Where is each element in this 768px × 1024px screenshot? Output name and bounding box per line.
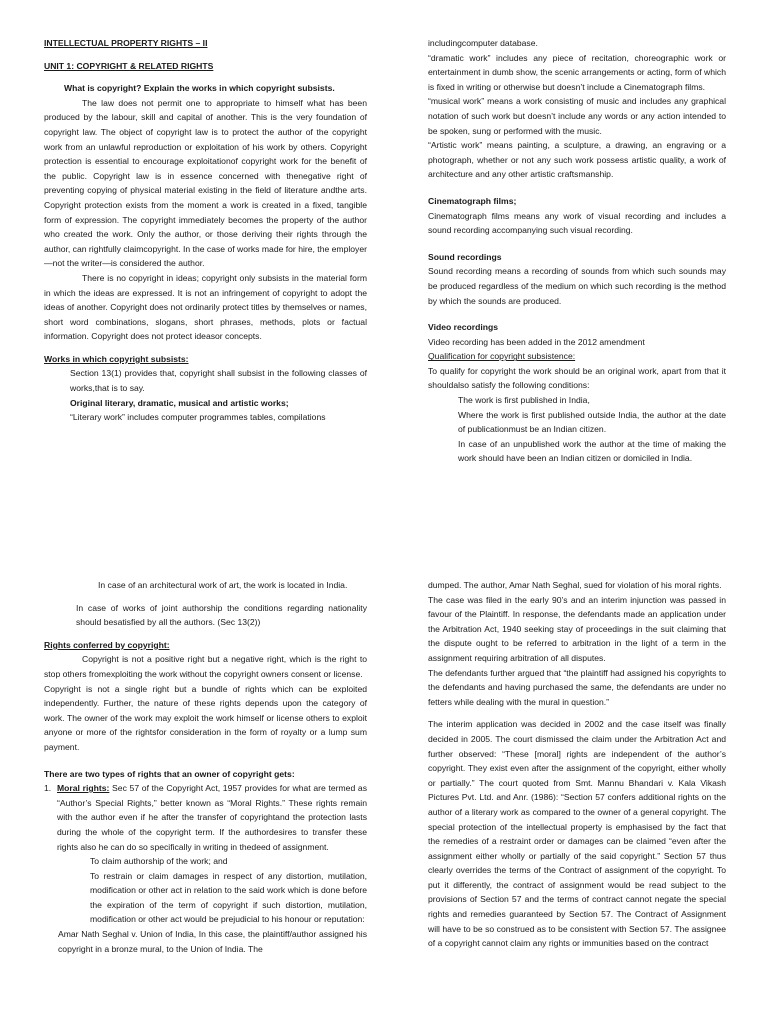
seghal-case-intro: Amar Nath Seghal v. Union of India, In this case, the plaintiff/author assigned his copyright in a bronze mural, to the Union of India. The — [58, 929, 367, 954]
qualification-text: To qualify for copyright the work should be an original work, apart from that it shouldalso satisfy the following conditions: — [428, 365, 726, 391]
architectural-work-condition: In case of an architectural work of art, the work is located in India. — [98, 580, 348, 590]
works-heading: Works in which copyright subsists: — [44, 353, 189, 364]
musical-work-definition: “musical work” means a work consisting of music and includes any graphical notation of such work but doesn’t include any words or any action intended to be spoken, sung or performed with the music. — [428, 96, 726, 136]
condition-first-published: The work is first published in India, — [458, 395, 590, 406]
intro-paragraph: The law does not permit one to appropriate to himself what has been produced by the labour, skill and capital of another. This is the very foundation of copyright law. The object of copyright law is to protect the author of the copyright work from an unlawful reproduction or exploitation of his work by others. Copyright protection is essential to encourage exploitationof copyright work for the benefit of the public. Copyright law is in essence concerned with thenegative right of preventing copying of physical material existing in the field of literature andthe arts. Copyright protection exists from the moment a work is created in a fixed, tangible form of expression. The copyright immediately becomes the property of the author who created the work. Only the author, or those deriving their rights through the author, can rightfully claimcopyright. In the case of works made for hire, the employer—not the writer—is considered the author. — [44, 97, 367, 269]
sound-recordings-heading: Sound recordings — [428, 251, 502, 262]
bundle-of-rights-paragraph: Copyright is not a single right but a bundle of rights which can be exploited independently. Further, the nature of these rights depends upon the category of work. The owner of the work may exploit the work himself or license others to exploit anyone or more of the rightsfor consideration in the form of royalty or a lump sum payment. — [44, 683, 367, 752]
moral-rights-number: 1. — [44, 783, 52, 794]
defendants-argument-paragraph: The defendants further argued that “the plaintiff had assigned his copyrights to the defendants and having purchased the same, the defendants are under no fetters while dealing with the mural in question.” — [428, 667, 726, 707]
dumped-text: dumped. The author, Amar Nath Seghal, sued for violation of his moral rights. — [428, 580, 722, 590]
qualification-heading: Qualification for copyright subsistence: — [428, 351, 576, 362]
two-types-heading: There are two types of rights that an owner of copyright gets: — [44, 768, 295, 779]
case-filed-paragraph: The case was filed in the early 90’s and an interim injunction was passed in favour of the Plaintiff. In response, the defendants made an application under the Arbitration Act, 1940 seeking stay of proceedings in the suit claiming that the dispute ought to be referred to arbitration in the light of a term in the assignment requiring arbitration of all disputes. — [428, 594, 726, 663]
restrain-damages-item: To restrain or claim damages in respect of any distortion, mutilation, modification or other act in relation to the said work which is done before the expiration of the term of copyright if such distortion, mutilation, modification or other act would be prejudicial to his honour or reputation: — [90, 870, 367, 925]
top-right-column — [428, 36, 726, 466]
original-works-heading: Original literary, dramatic, musical and artistic works; — [70, 397, 289, 408]
moral-rights-label: Moral rights: — [57, 783, 110, 794]
literary-continuation: includingcomputer database. — [428, 38, 538, 48]
moral-rights-content — [57, 781, 367, 854]
cinematograph-heading: Cinematograph films; — [428, 195, 517, 206]
cinematograph-definition: Cinematograph films means any work of visual recording and includes a sound recording accompanying such visual recording. — [428, 210, 726, 236]
sound-recordings-definition: Sound recording means a recording of sounds from which such sounds may be produced regardless of the medium on which such recording is the method by which the sounds are produced. — [428, 266, 726, 306]
section13-paragraph: Section 13(1) provides that, copyright shall subsist in the following classes of works,that is to say. — [70, 368, 367, 394]
claim-authorship-item: To claim authorship of the work; and — [90, 856, 228, 867]
moral-rights-item — [44, 781, 367, 854]
ideas-paragraph: There is no copyright in ideas; copyright only subsists in the material form in which the ideas are expressed. It is not an infringement of copyright to adopt the ideas of another. Copyright does not ordinarily protect titles by themselves or names, short word combinations, slogans, short phrases, methods, plots or factual information. Copyright does not protect ideasor concepts. — [44, 272, 367, 342]
moral-rights-text: Sec 57 of the Copyright Act, 1957 provides for what are termed as “Author’s Special Rights,” better known as “Moral Rights.” These rights remain with the author even if he after the transfer of copyrightand the protection lasts during the whole of the copyright term. If the authordesires to transfer these rights also he can do so specifically in writing in thedeed of assignment. — [57, 783, 368, 852]
literary-work-text: “Literary work” includes computer programmes tables, compilations — [70, 412, 326, 423]
dramatic-work-definition: “dramatic work” includes any piece of recitation, choreographic work or entertainment in dumb show, the scenic arrangements or acting, form of which is fixed in writing or otherwise but doesn’t include a Cinematograph films. — [428, 52, 726, 92]
condition-published-outside: Where the work is first published outside India, the author at the date of publicationmust be an Indian citizen. — [458, 409, 726, 435]
bottom-left-column — [44, 578, 367, 956]
question-heading: What is copyright? Explain the works in which copyright subsists. — [64, 83, 335, 94]
bottom-right-column — [428, 578, 726, 951]
joint-authorship-condition: In case of works of joint authorship the conditions regarding nationality should besatisfied by all the authors. (Sec 13(2)) — [76, 602, 367, 628]
interim-application-paragraph: The interim application was decided in 2002 and the case itself was finally decided in 2005. The court dismissed the claim under the Arbitration Act and further observed: “These [moral] rights are independent of the author’s copyright. They exist even after the assignment of the copyright, either wholly or partially.” The court quoted from Smt. Mannu Bhandari v. Kala Vikash Pictures Pvt. Ltd. and Anr. (1986): “Section 57 confers additional rights on the author of a literary work as compared to the owner of a general copyright. The special protection of the intellectual property is emphasised by the fact that the remedies of a restraint order or damages can be claimed “even after the assignment either wholly or partially of the said copyright.” Section 57 thus clearly overrides the terms of the Contract of assignment of the copyright. To put it differently, the contract of assignment would be read subject to the provisions of Section 57 and the terms of contract cannot negate the special rights and remedies guaranteed by Section 57. The Contract of Assignment will have to be so construed as to be consistent with Section 57. The assignee of a copyright cannot claim any rights or immunities based on the contract — [428, 719, 726, 949]
negative-right-paragraph: Copyright is not a positive right but a negative right, which is the right to stop others fromexploiting the work without the copyright owners consent or license. — [44, 654, 367, 679]
video-recordings-heading: Video recordings — [428, 322, 499, 333]
document-title: INTELLECTUAL PROPERTY RIGHTS – II — [44, 38, 208, 48]
artistic-work-definition: “Artistic work” means painting, a sculpture, a drawing, an engraving or a photograph, whether or not any such work possess artistic quality, a work of architecture and any other artistic craftsmanship. — [428, 140, 726, 180]
condition-unpublished: In case of an unpublished work the author at the time of making the work should have been an Indian citizen or domiciled in India. — [458, 438, 726, 464]
unit-heading: UNIT 1: COPYRIGHT & RELATED RIGHTS — [44, 60, 214, 71]
rights-heading: Rights conferred by copyright: — [44, 639, 170, 650]
video-recordings-text: Video recording has been added in the 2012 amendment — [428, 336, 645, 347]
top-left-column — [44, 36, 367, 425]
